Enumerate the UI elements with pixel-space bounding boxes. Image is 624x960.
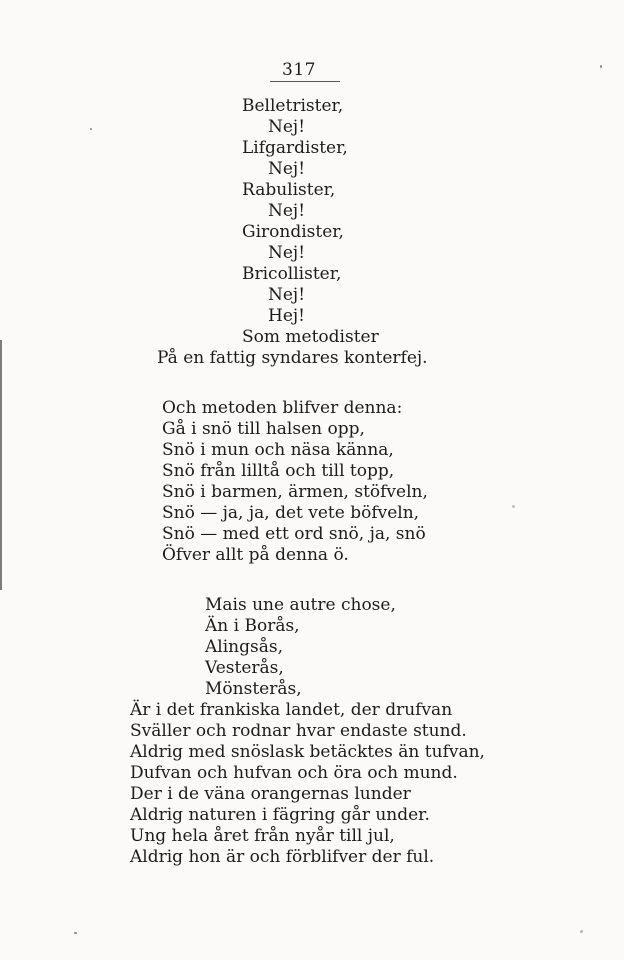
scan-speck: [90, 128, 92, 130]
poem-line: Sväller och rodnar hvar endaste stund.: [130, 721, 467, 741]
poem-line: Mönsterås,: [205, 679, 302, 699]
poem-line: Nej!: [268, 159, 306, 179]
poem-line: Snö från lilltå och till topp,: [162, 461, 395, 481]
poem-line: Är i det frankiska landet, der drufvan: [130, 700, 453, 720]
poem-line: Snö — ja, ja, det vete böfveln,: [162, 503, 420, 523]
scan-speck: [600, 65, 602, 68]
poem-line: Alingsås,: [205, 637, 283, 657]
poem-line: På en fattig syndares konterfej.: [157, 348, 428, 368]
poem-line: Snö i mun och näsa känna,: [162, 440, 394, 460]
poem-line: Som metodister: [242, 327, 379, 347]
poem-line: Dufvan och hufvan och öra och mund.: [130, 763, 458, 783]
poem-line: Aldrig naturen i fägring går under.: [130, 805, 430, 825]
poem-line: Öfver allt på denna ö.: [162, 545, 349, 565]
poem-line: Ung hela året från nyår till jul,: [130, 826, 395, 846]
poem-line: Än i Borås,: [205, 616, 300, 636]
scan-speck: [580, 930, 583, 933]
poem-line: Vesterås,: [205, 658, 284, 678]
poem-line: Aldrig med snöslask betäcktes än tufvan,: [130, 742, 485, 762]
poem-line: Snö i barmen, ärmen, stöfveln,: [162, 482, 428, 502]
poem-line: Der i de väna orangernas lunder: [130, 784, 411, 804]
scan-speck: [74, 932, 77, 934]
poem-line: Mais une autre chose,: [205, 595, 396, 615]
scan-edge-mark: [0, 340, 2, 590]
header-rule: [270, 81, 340, 82]
poem-line: Lifgardister,: [242, 138, 348, 158]
poem-line: Nej!: [268, 243, 306, 263]
page-number: 317: [282, 60, 316, 80]
poem-line: Girondister,: [242, 222, 344, 242]
poem-line: Gå i snö till halsen opp,: [162, 419, 365, 439]
poem-line: Och metoden blifver denna:: [162, 398, 403, 418]
scan-speck: [512, 505, 515, 508]
poem-line: Snö — med ett ord snö, ja, snö: [162, 524, 426, 544]
poem-line: Bricollister,: [242, 264, 342, 284]
poem-line: Aldrig hon är och förblifver der ful.: [130, 847, 435, 867]
poem-line: Nej!: [268, 117, 306, 137]
poem-line: Belletrister,: [242, 96, 344, 116]
poem-line: Rabulister,: [242, 180, 336, 200]
poem-line: Hej!: [268, 306, 305, 326]
poem-line: Nej!: [268, 201, 306, 221]
poem-line: Nej!: [268, 285, 306, 305]
